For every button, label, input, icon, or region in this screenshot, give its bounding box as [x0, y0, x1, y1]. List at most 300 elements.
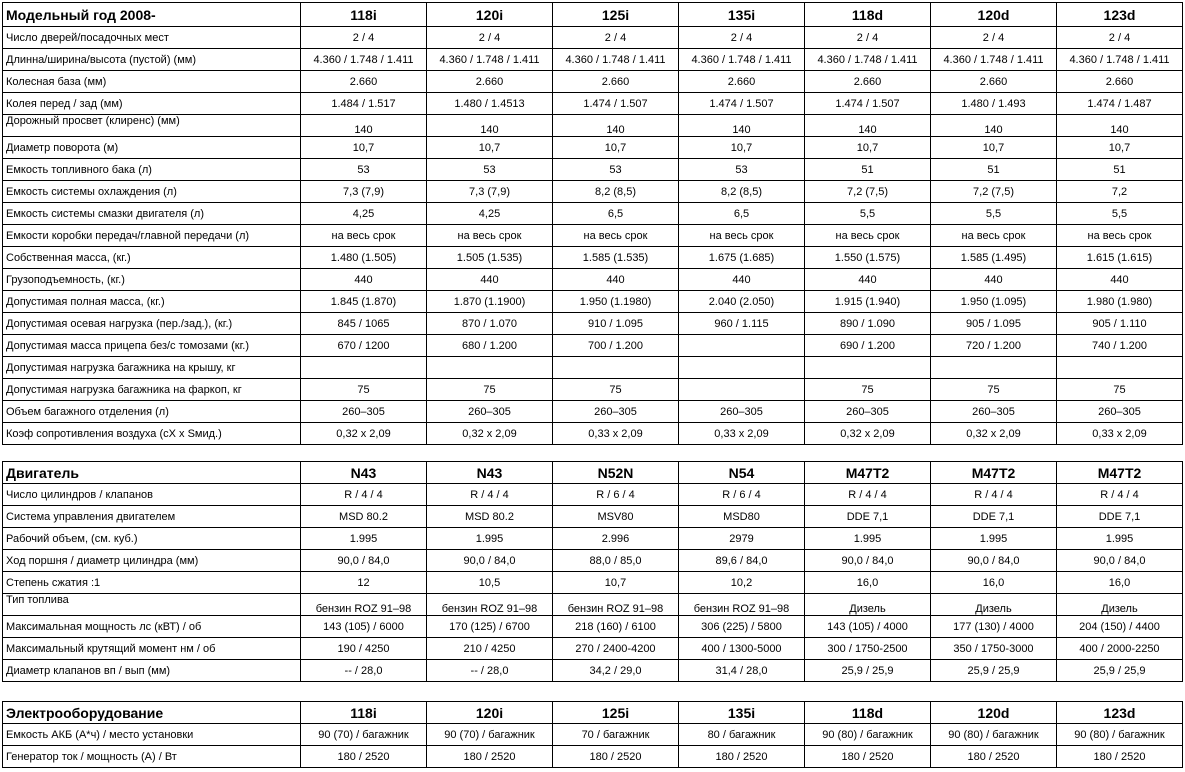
table-cell: 12 — [301, 572, 427, 594]
table-cell: MSD80 — [679, 506, 805, 528]
table-cell: 180 / 2520 — [301, 746, 427, 768]
table-cell: 300 / 1750-2500 — [805, 638, 931, 660]
table-cell: 90,0 / 84,0 — [805, 550, 931, 572]
table-cell: 1.950 (1.095) — [931, 291, 1057, 313]
table-cell: MSV80 — [553, 506, 679, 528]
table-cell: на весь срок — [553, 225, 679, 247]
table-cell: 260–305 — [301, 401, 427, 423]
table-cell: R / 4 / 4 — [1057, 484, 1183, 506]
table-cell: 140 — [805, 115, 931, 137]
row-label: Допустимая нагрузка багажника на фаркоп, кг — [3, 379, 301, 401]
table-row — [3, 247, 1183, 269]
table-cell: 1.915 (1.940) — [805, 291, 931, 313]
table-cell: R / 4 / 4 — [931, 484, 1057, 506]
table-cell — [805, 357, 931, 379]
section-title: Двигатель — [3, 462, 301, 484]
table-cell: 7,3 (7,9) — [427, 181, 553, 203]
table-row — [3, 660, 1183, 682]
table-row — [3, 181, 1183, 203]
table-cell: 0,32 x 2,09 — [427, 423, 553, 445]
row-label: Колея перед / зад (мм) — [3, 93, 301, 115]
table-cell: 10,7 — [679, 137, 805, 159]
table-cell: 7,2 — [1057, 181, 1183, 203]
table-cell: 350 / 1750-3000 — [931, 638, 1057, 660]
table-cell: 75 — [805, 379, 931, 401]
column-header: M47T2 — [805, 462, 931, 484]
row-label: Емкости коробки передач/главной передачи (л) — [3, 225, 301, 247]
table-cell: 88,0 / 85,0 — [553, 550, 679, 572]
table-cell: 75 — [931, 379, 1057, 401]
row-label: Система управления двигателем — [3, 506, 301, 528]
table-cell: 2 / 4 — [679, 27, 805, 49]
table-cell: DDE 7,1 — [1057, 506, 1183, 528]
table-row — [3, 313, 1183, 335]
table-cell: 680 / 1.200 — [427, 335, 553, 357]
table-cell: 143 (105) / 6000 — [301, 616, 427, 638]
table-cell: 1.585 (1.495) — [931, 247, 1057, 269]
table-cell: 1.870 (1.1900) — [427, 291, 553, 313]
row-label: Емкость системы охлаждения (л) — [3, 181, 301, 203]
row-label: Объем багажного отделения (л) — [3, 401, 301, 423]
column-header: M47T2 — [931, 462, 1057, 484]
table-cell: 140 — [931, 115, 1057, 137]
table-row — [3, 616, 1183, 638]
column-header: N43 — [427, 462, 553, 484]
table-cell: 7,2 (7,5) — [805, 181, 931, 203]
engine-specs-table — [2, 461, 1183, 682]
section-title: Модельный год 2008- — [3, 3, 301, 27]
table-cell: 4.360 / 1.748 / 1.411 — [301, 49, 427, 71]
table-row — [3, 49, 1183, 71]
table-row — [3, 638, 1183, 660]
table-cell: 2.996 — [553, 528, 679, 550]
table-cell: 140 — [301, 115, 427, 137]
table-cell: 1.480 / 1.4513 — [427, 93, 553, 115]
table-cell: 16,0 — [1057, 572, 1183, 594]
row-label: Грузоподъемность, (кг.) — [3, 269, 301, 291]
table-cell: 0,33 x 2,09 — [553, 423, 679, 445]
table-cell: 845 / 1065 — [301, 313, 427, 335]
table-cell: 0,32 x 2,09 — [805, 423, 931, 445]
table-cell: 204 (150) / 4400 — [1057, 616, 1183, 638]
row-label: Емкость системы смазки двигателя (л) — [3, 203, 301, 225]
table-cell: 2.660 — [931, 71, 1057, 93]
table-cell: 5,5 — [805, 203, 931, 225]
table-cell: 16,0 — [805, 572, 931, 594]
table-cell: 2.660 — [301, 71, 427, 93]
column-header: 125i — [553, 702, 679, 724]
row-label: Степень сжатия :1 — [3, 572, 301, 594]
table-cell: 2 / 4 — [553, 27, 679, 49]
table-cell: бензин ROZ 91–98 — [301, 594, 427, 616]
table-cell: R / 4 / 4 — [301, 484, 427, 506]
table-cell — [931, 357, 1057, 379]
table-cell: 1.480 / 1.493 — [931, 93, 1057, 115]
row-label: Число цилиндров / клапанов — [3, 484, 301, 506]
table-cell: 2 / 4 — [427, 27, 553, 49]
table-cell: 2.660 — [1057, 71, 1183, 93]
table-cell: 4,25 — [427, 203, 553, 225]
column-header: 120i — [427, 702, 553, 724]
table-cell — [301, 357, 427, 379]
column-header: 120d — [931, 702, 1057, 724]
table-row — [3, 572, 1183, 594]
table-cell: 90 (80) / багажник — [805, 724, 931, 746]
table-cell: 75 — [427, 379, 553, 401]
table-cell: 10,7 — [301, 137, 427, 159]
table-cell: 1.995 — [301, 528, 427, 550]
row-label: Допустимая полная масса, (кг.) — [3, 291, 301, 313]
table-cell: 260–305 — [931, 401, 1057, 423]
row-label: Число дверей/посадочных мест — [3, 27, 301, 49]
table-cell: 170 (125) / 6700 — [427, 616, 553, 638]
table-cell: 10,7 — [553, 137, 679, 159]
section-header-row — [3, 462, 1183, 484]
table-cell: 4.360 / 1.748 / 1.411 — [931, 49, 1057, 71]
table-cell: 90 (80) / багажник — [931, 724, 1057, 746]
table-cell: 260–305 — [553, 401, 679, 423]
table-cell: 700 / 1.200 — [553, 335, 679, 357]
row-label: Коэф сопротивления воздуха (cX x Sмид.) — [3, 423, 301, 445]
table-row — [3, 506, 1183, 528]
table-cell: R / 6 / 4 — [553, 484, 679, 506]
table-cell: 90 (70) / багажник — [427, 724, 553, 746]
table-row — [3, 27, 1183, 49]
table-cell: 6,5 — [679, 203, 805, 225]
table-cell: 140 — [1057, 115, 1183, 137]
table-cell: 0,33 x 2,09 — [1057, 423, 1183, 445]
table-row — [3, 484, 1183, 506]
table-cell: MSD 80.2 — [301, 506, 427, 528]
table-cell: 10,7 — [427, 137, 553, 159]
table-cell: 180 / 2520 — [805, 746, 931, 768]
table-cell: 10,2 — [679, 572, 805, 594]
table-cell: DDE 7,1 — [931, 506, 1057, 528]
table-cell: 90,0 / 84,0 — [931, 550, 1057, 572]
table-cell: на весь срок — [931, 225, 1057, 247]
table-cell: 75 — [301, 379, 427, 401]
table-cell: бензин ROZ 91–98 — [427, 594, 553, 616]
table-cell: 1.505 (1.535) — [427, 247, 553, 269]
table-cell: 1.484 / 1.517 — [301, 93, 427, 115]
table-cell: 53 — [553, 159, 679, 181]
table-cell: 140 — [427, 115, 553, 137]
table-cell: 440 — [1057, 269, 1183, 291]
table-cell: Дизель — [1057, 594, 1183, 616]
table-cell: 1.474 / 1.507 — [679, 93, 805, 115]
table-cell: R / 4 / 4 — [427, 484, 553, 506]
table-cell: 25,9 / 25,9 — [931, 660, 1057, 682]
column-header: 118d — [805, 3, 931, 27]
electrical-specs-table — [2, 701, 1183, 768]
general-specs-table — [2, 2, 1183, 445]
table-cell: на весь срок — [301, 225, 427, 247]
table-cell: 7,3 (7,9) — [301, 181, 427, 203]
table-row — [3, 225, 1183, 247]
row-label: Допустимая нагрузка багажника на крышу, кг — [3, 357, 301, 379]
table-cell: 306 (225) / 5800 — [679, 616, 805, 638]
table-cell: 440 — [805, 269, 931, 291]
table-cell: 905 / 1.095 — [931, 313, 1057, 335]
table-cell: 143 (105) / 4000 — [805, 616, 931, 638]
column-header: 123d — [1057, 3, 1183, 27]
column-header: 120i — [427, 3, 553, 27]
table-row — [3, 594, 1183, 616]
table-cell: 75 — [1057, 379, 1183, 401]
row-label: Тип топлива — [3, 594, 301, 616]
table-cell: 2.660 — [553, 71, 679, 93]
table-cell: 2 / 4 — [301, 27, 427, 49]
table-cell: 180 / 2520 — [1057, 746, 1183, 768]
table-cell: 440 — [679, 269, 805, 291]
row-label: Допустимая масса прицепа без/с томозами (кг.) — [3, 335, 301, 357]
column-header: 118i — [301, 702, 427, 724]
table-cell: 8,2 (8,5) — [553, 181, 679, 203]
column-header: 118i — [301, 3, 427, 27]
table-cell: 1.995 — [1057, 528, 1183, 550]
table-cell: 1.480 (1.505) — [301, 247, 427, 269]
table-cell: 89,6 / 84,0 — [679, 550, 805, 572]
table-cell: 4.360 / 1.748 / 1.411 — [805, 49, 931, 71]
table-cell: 1.474 / 1.487 — [1057, 93, 1183, 115]
table-cell — [427, 357, 553, 379]
table-cell: 4.360 / 1.748 / 1.411 — [679, 49, 805, 71]
table-row — [3, 528, 1183, 550]
table-cell: 25,9 / 25,9 — [805, 660, 931, 682]
table-cell: R / 4 / 4 — [805, 484, 931, 506]
row-label: Диаметр поворота (м) — [3, 137, 301, 159]
table-cell: на весь срок — [1057, 225, 1183, 247]
table-cell: 400 / 1300-5000 — [679, 638, 805, 660]
column-header: 118d — [805, 702, 931, 724]
table-cell: 190 / 4250 — [301, 638, 427, 660]
row-label: Максимальная мощность лс (кВТ) / об — [3, 616, 301, 638]
table-cell: 1.845 (1.870) — [301, 291, 427, 313]
table-cell: 1.980 (1.980) — [1057, 291, 1183, 313]
table-cell: на весь срок — [679, 225, 805, 247]
table-cell: 2.660 — [679, 71, 805, 93]
table-cell: 53 — [427, 159, 553, 181]
row-label: Рабочий объем, (см. куб.) — [3, 528, 301, 550]
table-cell: 960 / 1.115 — [679, 313, 805, 335]
table-cell: 140 — [679, 115, 805, 137]
table-cell: 53 — [679, 159, 805, 181]
table-cell: 670 / 1200 — [301, 335, 427, 357]
table-cell: 8,2 (8,5) — [679, 181, 805, 203]
table-row — [3, 550, 1183, 572]
table-cell: 90 (80) / багажник — [1057, 724, 1183, 746]
table-cell: 2.660 — [427, 71, 553, 93]
column-header: 135i — [679, 702, 805, 724]
table-cell: 440 — [931, 269, 1057, 291]
table-cell: 140 — [553, 115, 679, 137]
row-label: Диаметр клапанов вп / вып (мм) — [3, 660, 301, 682]
table-cell: бензин ROZ 91–98 — [553, 594, 679, 616]
table-cell: 260–305 — [679, 401, 805, 423]
table-cell: 218 (160) / 6100 — [553, 616, 679, 638]
table-cell: 5,5 — [931, 203, 1057, 225]
column-header: M47T2 — [1057, 462, 1183, 484]
table-cell: 440 — [553, 269, 679, 291]
table-cell: 180 / 2520 — [931, 746, 1057, 768]
table-cell: 4.360 / 1.748 / 1.411 — [427, 49, 553, 71]
column-header: 120d — [931, 3, 1057, 27]
row-label: Ход поршня / диаметр цилиндра (мм) — [3, 550, 301, 572]
table-cell: 16,0 — [931, 572, 1057, 594]
table-cell: 10,7 — [931, 137, 1057, 159]
table-cell: 51 — [805, 159, 931, 181]
table-cell: 720 / 1.200 — [931, 335, 1057, 357]
table-cell: на весь срок — [805, 225, 931, 247]
table-cell: 80 / багажник — [679, 724, 805, 746]
table-cell — [679, 379, 805, 401]
table-cell: 1.474 / 1.507 — [553, 93, 679, 115]
table-row — [3, 423, 1183, 445]
table-row — [3, 401, 1183, 423]
table-cell — [553, 357, 679, 379]
table-row — [3, 357, 1183, 379]
table-cell: 260–305 — [427, 401, 553, 423]
table-cell: 6,5 — [553, 203, 679, 225]
table-row — [3, 746, 1183, 768]
table-cell: 10,5 — [427, 572, 553, 594]
table-row — [3, 335, 1183, 357]
table-cell: R / 6 / 4 — [679, 484, 805, 506]
table-cell: 2.660 — [805, 71, 931, 93]
table-cell: MSD 80.2 — [427, 506, 553, 528]
table-row — [3, 291, 1183, 313]
table-cell: 7,2 (7,5) — [931, 181, 1057, 203]
table-row — [3, 137, 1183, 159]
table-cell: 180 / 2520 — [679, 746, 805, 768]
table-cell: 90,0 / 84,0 — [301, 550, 427, 572]
table-cell: 1.615 (1.615) — [1057, 247, 1183, 269]
table-cell: 2 / 4 — [931, 27, 1057, 49]
table-cell: 51 — [1057, 159, 1183, 181]
table-cell: 870 / 1.070 — [427, 313, 553, 335]
table-cell: 2 / 4 — [805, 27, 931, 49]
table-cell: 910 / 1.095 — [553, 313, 679, 335]
table-cell: -- / 28,0 — [427, 660, 553, 682]
column-header: N54 — [679, 462, 805, 484]
table-cell — [1057, 357, 1183, 379]
row-label: Допустимая осевая нагрузка (пер./зад.), (кг.) — [3, 313, 301, 335]
section-title: Электрооборудование — [3, 702, 301, 724]
column-header: 135i — [679, 3, 805, 27]
table-cell: 2 / 4 — [1057, 27, 1183, 49]
table-cell: 260–305 — [805, 401, 931, 423]
table-cell: 260–305 — [1057, 401, 1183, 423]
table-cell: 10,7 — [553, 572, 679, 594]
table-cell — [679, 335, 805, 357]
table-cell: 180 / 2520 — [553, 746, 679, 768]
table-row — [3, 71, 1183, 93]
table-cell: 1.950 (1.1980) — [553, 291, 679, 313]
table-row — [3, 724, 1183, 746]
table-cell: 31,4 / 28,0 — [679, 660, 805, 682]
table-cell: 25,9 / 25,9 — [1057, 660, 1183, 682]
column-header: N52N — [553, 462, 679, 484]
column-header: 123d — [1057, 702, 1183, 724]
row-label: Максимальный крутящий момент нм / об — [3, 638, 301, 660]
table-cell — [679, 357, 805, 379]
table-cell: Дизель — [931, 594, 1057, 616]
table-cell: 1.474 / 1.507 — [805, 93, 931, 115]
row-label: Длинна/ширина/высота (пустой) (мм) — [3, 49, 301, 71]
table-cell: 1.995 — [427, 528, 553, 550]
table-cell: 75 — [553, 379, 679, 401]
table-cell: 70 / багажник — [553, 724, 679, 746]
table-cell: 0,32 x 2,09 — [301, 423, 427, 445]
column-header: N43 — [301, 462, 427, 484]
table-row — [3, 269, 1183, 291]
table-cell: 4,25 — [301, 203, 427, 225]
table-row — [3, 159, 1183, 181]
table-cell: 905 / 1.110 — [1057, 313, 1183, 335]
row-label: Колесная база (мм) — [3, 71, 301, 93]
table-cell: 1.995 — [805, 528, 931, 550]
row-label: Собственная масса, (кг.) — [3, 247, 301, 269]
column-header: 125i — [553, 3, 679, 27]
table-cell: 5,5 — [1057, 203, 1183, 225]
table-cell: 4.360 / 1.748 / 1.411 — [553, 49, 679, 71]
table-cell: 890 / 1.090 — [805, 313, 931, 335]
table-row — [3, 115, 1183, 137]
table-cell: 53 — [301, 159, 427, 181]
table-cell: 210 / 4250 — [427, 638, 553, 660]
table-cell: 1.675 (1.685) — [679, 247, 805, 269]
row-label: Дорожный просвет (клиренс) (мм) — [3, 115, 301, 137]
table-cell: 90,0 / 84,0 — [427, 550, 553, 572]
table-cell: 2979 — [679, 528, 805, 550]
table-cell: 270 / 2400-4200 — [553, 638, 679, 660]
table-cell: 690 / 1.200 — [805, 335, 931, 357]
table-row — [3, 203, 1183, 225]
table-cell: 177 (130) / 4000 — [931, 616, 1057, 638]
row-label: Генератор ток / мощность (А) / Вт — [3, 746, 301, 768]
table-cell: 34,2 / 29,0 — [553, 660, 679, 682]
table-cell: 0,33 x 2,09 — [679, 423, 805, 445]
table-cell: -- / 28,0 — [301, 660, 427, 682]
table-cell: 180 / 2520 — [427, 746, 553, 768]
table-row — [3, 379, 1183, 401]
table-cell: бензин ROZ 91–98 — [679, 594, 805, 616]
table-cell: 1.585 (1.535) — [553, 247, 679, 269]
table-cell: 0,32 x 2,09 — [931, 423, 1057, 445]
table-cell: 440 — [301, 269, 427, 291]
table-cell: 10,7 — [805, 137, 931, 159]
table-cell: 10,7 — [1057, 137, 1183, 159]
table-cell: 400 / 2000-2250 — [1057, 638, 1183, 660]
table-cell: 2.040 (2.050) — [679, 291, 805, 313]
section-header-row — [3, 3, 1183, 27]
table-cell: 440 — [427, 269, 553, 291]
table-cell: 1.995 — [931, 528, 1057, 550]
table-cell: Дизель — [805, 594, 931, 616]
table-row — [3, 93, 1183, 115]
section-header-row — [3, 702, 1183, 724]
table-cell: 1.550 (1.575) — [805, 247, 931, 269]
row-label: Емкость АКБ (А*ч) / место установки — [3, 724, 301, 746]
table-cell: на весь срок — [427, 225, 553, 247]
table-cell: DDE 7,1 — [805, 506, 931, 528]
table-cell: 51 — [931, 159, 1057, 181]
row-label: Емкость топливного бака (л) — [3, 159, 301, 181]
table-cell: 4.360 / 1.748 / 1.411 — [1057, 49, 1183, 71]
table-cell: 90 (70) / багажник — [301, 724, 427, 746]
table-cell: 90,0 / 84,0 — [1057, 550, 1183, 572]
table-cell: 740 / 1.200 — [1057, 335, 1183, 357]
